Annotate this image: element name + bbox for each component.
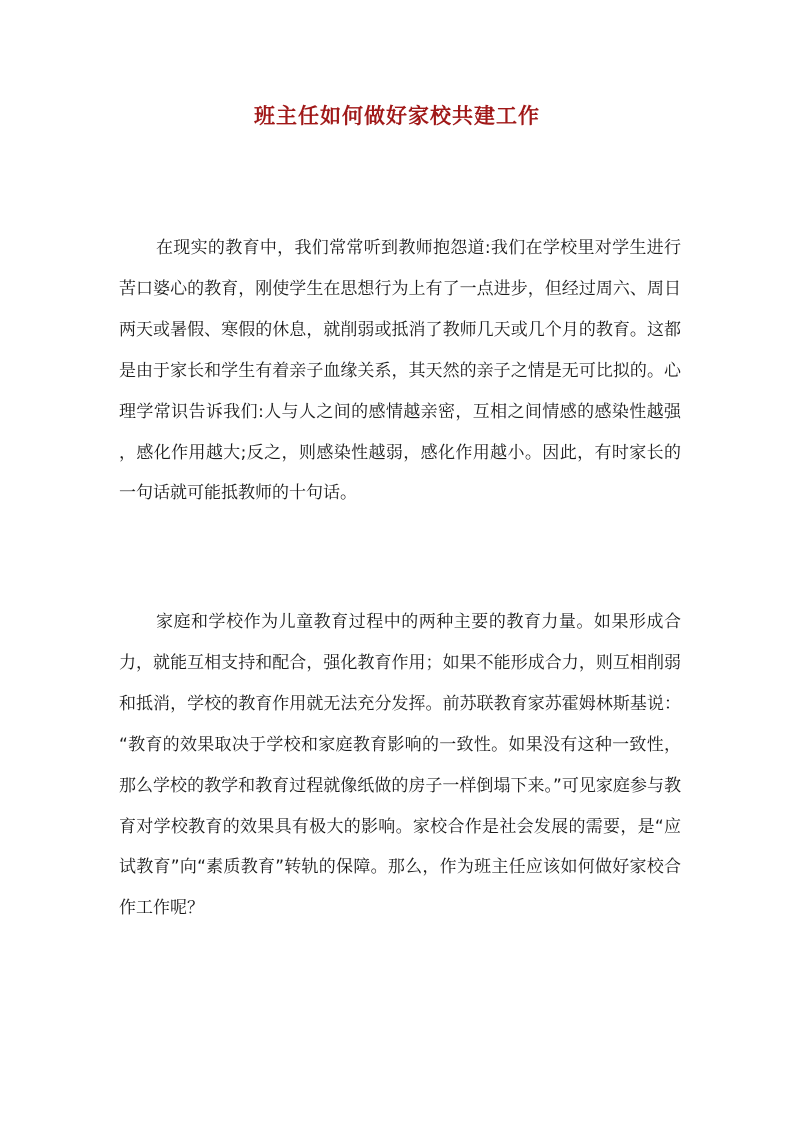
paragraph-2: 家庭和学校作为儿童教育过程中的两种主要的教育力量。如果形成合力，就能互相支持和配合，强化教育作用；如果不能形成合力，则互相削弱和抵消，学校的教育作用就无法充分发挥。前苏联教育家苏霍姆林斯基说：“教育的效果取决于学校和家庭教育影响的一致性。如果没有这种一致性，那么学校的教学和教育过程就像纸做的房子一样倒塌下来。”可见家庭参与教育对学校教育的效果具有极大的影响。家校合作是社会发展的需要，是“应试教育”向“素质教育”转轨的保障。那么，作为班主任应该如何做好家校合作工作呢？ [119,612,681,919]
document-title: 班主任如何做好家校共建工作 [254,103,540,128]
paragraph-1: 在现实的教育中，我们常常听到教师抱怨道:我们在学校里对学生进行苦口婆心的教育，刚使学生在思想行为上有了一点进步，但经过周六、周日两天或暑假、寒假的休息，就削弱或抵消了教师几天或几个月的教育。这都是由于家长和学生有着亲子血缘关系，其天然的亲子之情是无可比拟的。心理学常识告诉我们:人与人之间的感情越亲密，互相之间情感的感染性越强，感化作用越大;反之，则感染性越弱，感化作用越小。因此，有时家长的一句话就可能抵教师的十句话。 [119,238,681,504]
